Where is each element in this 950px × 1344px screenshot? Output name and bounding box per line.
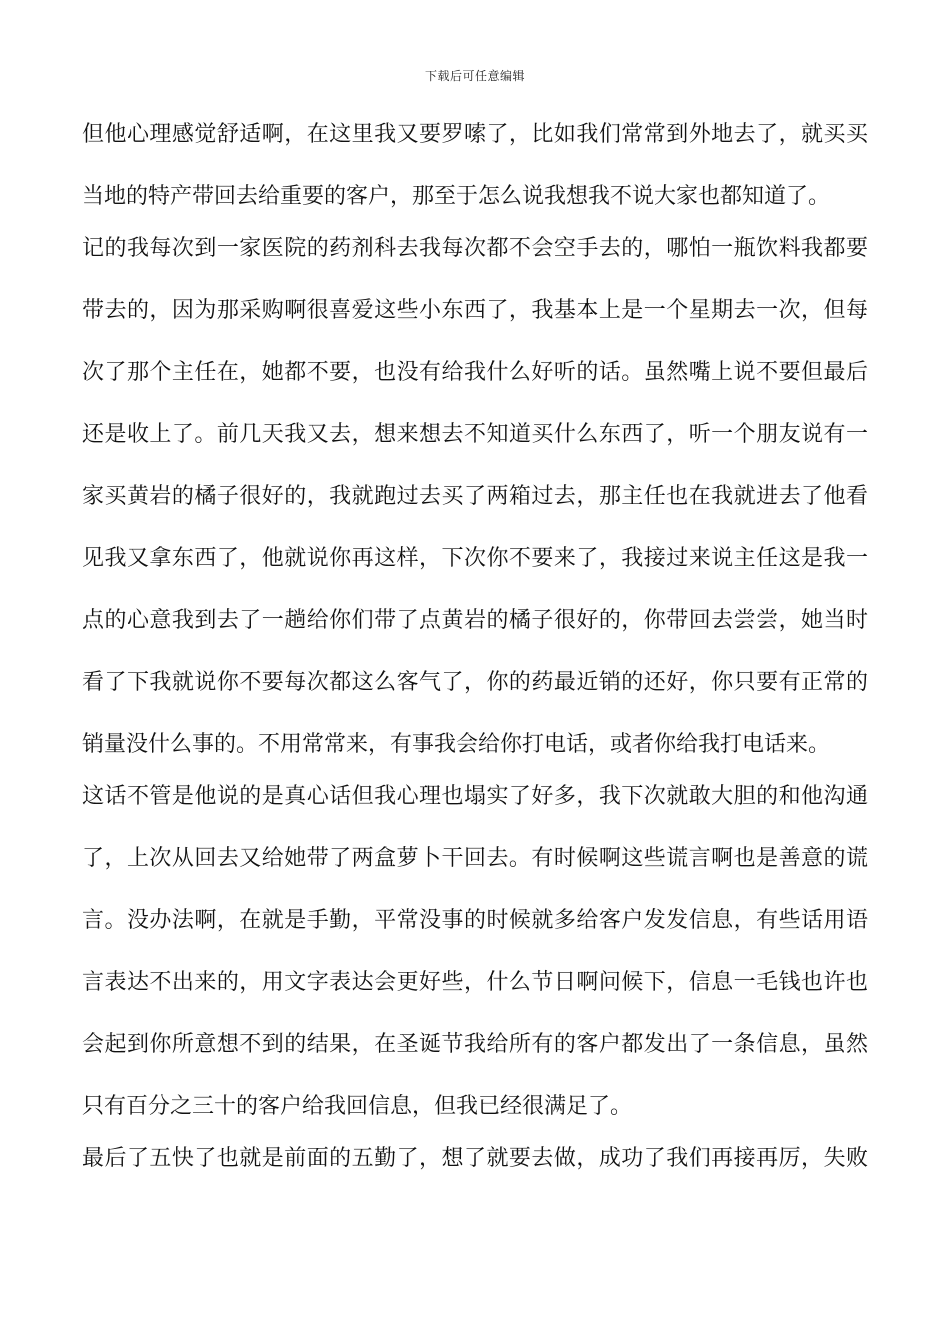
text-line: 带去的，因为那采购啊很喜爱这些小东西了，我基本上是一个星期去一次，但每 — [82, 298, 868, 323]
text-line: 最后了五快了也就是前面的五勤了，想了就要去做，成功了我们再接再厉，失败 — [82, 1146, 868, 1171]
text-line: 销量没什么事的。不用常常来，有事我会给你打电话，或者你给我打电话来。 — [82, 732, 831, 757]
text-line: 还是收上了。前几天我又去，想来想去不知道买什么东西了，听一个朋友说有一 — [82, 422, 868, 447]
text-line: 会起到你所意想不到的结果，在圣诞节我给所有的客户都发出了一条信息，虽然 — [82, 1032, 868, 1057]
text-line: 点的心意我到去了一趟给你们带了点黄岩的橘子很好的，你带回去尝尝，她当时 — [82, 608, 868, 633]
header-note: 下载后可任意编辑 — [424, 69, 525, 83]
text-line: 家买黄岩的橘子很好的，我就跑过去买了两箱过去，那主任也在我就进去了他看 — [82, 484, 868, 509]
text-line: 言表达不出来的，用文字表达会更好些，什么节日啊问候下，信息一毛钱也许也 — [82, 970, 868, 995]
text-line: 了，上次从回去又给她带了两盒萝卜干回去。有时候啊这些谎言啊也是善意的谎 — [82, 846, 868, 871]
text-line: 只有百分之三十的客户给我回信息，但我已经很满足了。 — [82, 1094, 633, 1119]
text-line: 言。没办法啊，在就是手勤，平常没事的时候就多给客户发发信息，有些话用语 — [82, 908, 868, 933]
text-line: 这话不管是他说的是真心话但我心理也塌实了好多，我下次就敢大胆的和他沟通 — [82, 784, 868, 809]
body-text — [82, 120, 868, 1174]
text-line: 当地的特产带回去给重要的客户，那至于怎么说我想我不说大家也都知道了。 — [82, 184, 831, 209]
text-line: 看了下我就说你不要每次都这么客气了，你的药最近销的还好，你只要有正常的 — [82, 670, 868, 695]
text-line: 记的我每次到一家医院的药剂科去我每次都不会空手去的，哪怕一瓶饮料我都要 — [82, 236, 868, 261]
text-line: 次了那个主任在，她都不要，也没有给我什么好听的话。虽然嘴上说不要但最后 — [82, 360, 868, 385]
text-line: 但他心理感觉舒适啊，在这里我又要罗嗦了，比如我们常常到外地去了，就买买 — [82, 122, 868, 147]
text-line: 见我又拿东西了，他就说你再这样，下次你不要来了，我接过来说主任这是我一 — [82, 546, 868, 571]
